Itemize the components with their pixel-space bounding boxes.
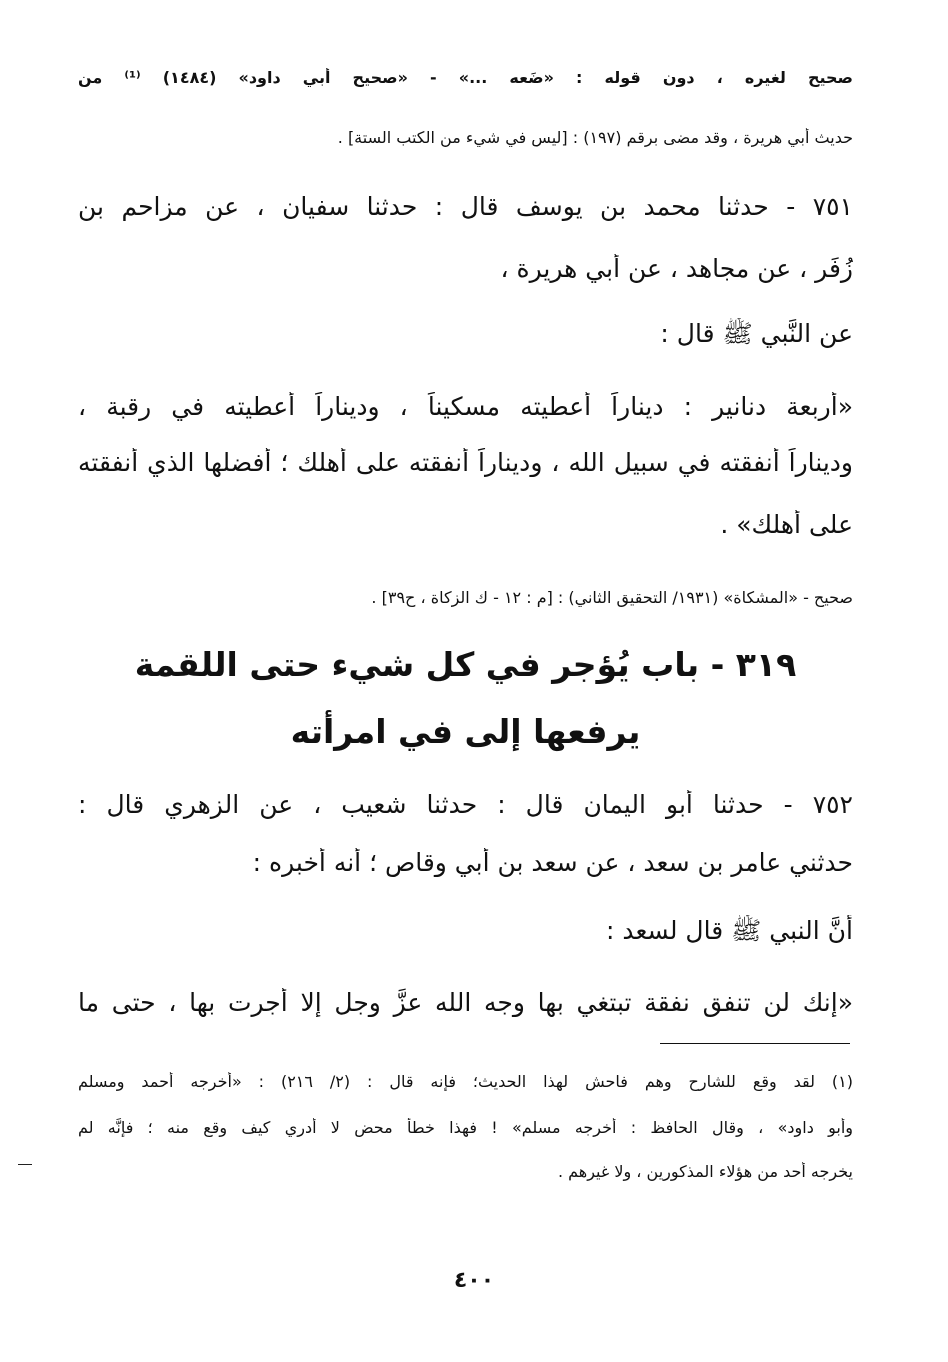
scan-edge-mark: [18, 1164, 32, 1165]
chapter-319-title-line-2: يرفعها إلى في امرأته: [290, 712, 641, 751]
hadith-751-line-6: على أهلك» .: [720, 510, 853, 539]
hadith-751-line-1: ٧٥١ - حدثنا محمد بن يوسف قال : حدثنا سفيان ، عن مزاحم بن: [78, 192, 853, 221]
hadith-751-line-4: «أربعة دنانير : ديناراً أعطيته مسكيناً ، وديناراً أعطيته في رقبة ،: [78, 392, 853, 421]
footnote-separator: [660, 1043, 850, 1044]
hadith-751-grading: صحيح - «المشكاة» (١٩٣١/ التحقيق الثاني) : [م : ١٢ - ك الزكاة ، ح٣٩] .: [371, 588, 853, 607]
hadith-751-line-5: وديناراً أنفقته في سبيل الله ، وديناراً أنفقته على أهلك ؛ أفضلها الذي أنفقته: [78, 448, 853, 477]
hadith-751-line-3: عن النَّبي ﷺ قال :: [660, 319, 853, 348]
hadith-752-line-3: أنَّ النبي ﷺ قال لسعد :: [606, 916, 853, 945]
hadith-751-line-2: زُفَر ، عن مجاهد ، عن أبي هريرة ،: [500, 254, 853, 283]
footnote-line-3: يخرجه أحد من هؤلاء المذكورين ، ولا غيرهم .: [557, 1162, 853, 1181]
footnote-line-2: وأبو داود» ، وقال الحافظ : أخرجه مسلم» ! فهذا خطأ محض لا أدري كيف وقع منه ؛ فإنَّه لم: [78, 1118, 853, 1137]
top-note-line-2: حديث أبي هريرة ، وقد مضى برقم (١٩٧) : [ليس في شيء من الكتب الستة] .: [337, 128, 853, 147]
top-note-line-1: صحيح لغيره ، دون قوله : «ضَعه ...» - «صحيح أبي داود» (١٤٨٤) ⁽¹⁾ من: [78, 68, 853, 87]
hadith-752-line-1: ٧٥٢ - حدثنا أبو اليمان قال : حدثنا شعيب ، عن الزهري قال :: [78, 790, 853, 819]
chapter-319-title-line-1: ٣١٩ - باب يُؤجر في كل شيء حتى اللقمة: [134, 645, 797, 684]
hadith-752-line-4: «إنك لن تنفق نفقة تبتغي بها وجه الله عزَّ وجل إلا أجرت بها ، حتى ما: [78, 988, 853, 1017]
page-number: ٤٠٠: [453, 1268, 495, 1293]
footnote-line-1: (١) لقد وقع للشارح وهم فاحش لهذا الحديث؛ فإنه قال : (٢/ ٢١٦) : «أخرجه أحمد ومسلم: [78, 1072, 853, 1091]
hadith-752-line-2: حدثني عامر بن سعد ، عن سعد بن أبي وقاص ؛ أنه أخبره :: [252, 848, 853, 877]
